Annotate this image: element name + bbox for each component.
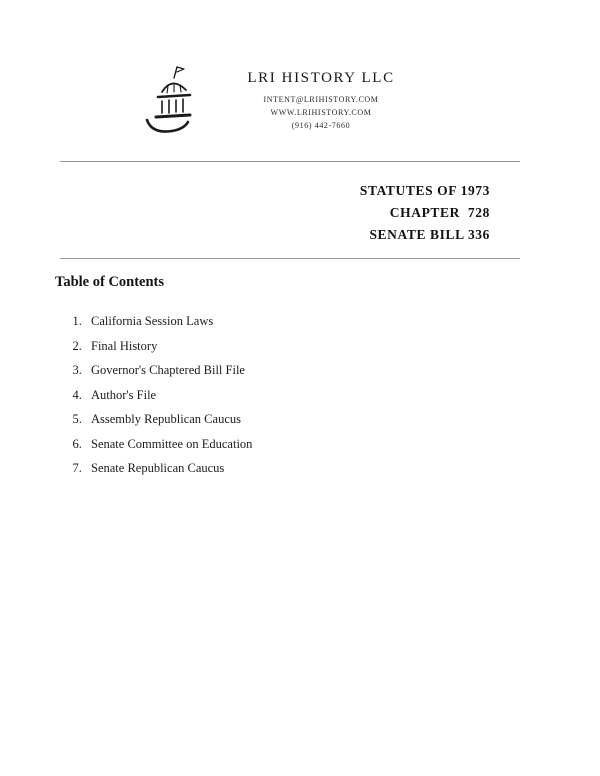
reference-block <box>360 180 490 246</box>
divider-top <box>60 161 520 162</box>
company-phone: (916) 442-7660 <box>291 121 351 130</box>
toc-item: 4. Author's File <box>85 383 540 408</box>
company-website: WWW.LRIHISTORY.COM <box>270 108 372 117</box>
toc-item: 7. Senate Republican Caucus <box>85 456 540 481</box>
toc-item: 3. Governor's Chaptered Bill File <box>85 358 540 383</box>
toc-item: 6. Senate Committee on Education <box>85 432 540 457</box>
company-email: INTENT@LRIHISTORY.COM <box>263 95 379 104</box>
toc-title: Table of Contents <box>55 274 165 290</box>
statutes-line: STATUTES OF 1973 <box>359 183 490 198</box>
company-block <box>226 70 416 132</box>
table-of-contents <box>55 274 540 481</box>
toc-item: 5. Assembly Republican Caucus <box>85 407 540 432</box>
toc-list <box>85 309 540 481</box>
bill-line: SENATE BILL 336 <box>369 227 490 242</box>
chapter-line: CHAPTER 728 <box>389 205 490 220</box>
toc-item: 2. Final History <box>85 334 540 359</box>
capitol-logo-icon <box>142 64 204 138</box>
company-name: LRI HISTORY LLC <box>247 70 395 86</box>
toc-item: 1. California Session Laws <box>85 309 540 334</box>
divider-bottom <box>60 258 520 259</box>
letterhead <box>0 0 600 138</box>
